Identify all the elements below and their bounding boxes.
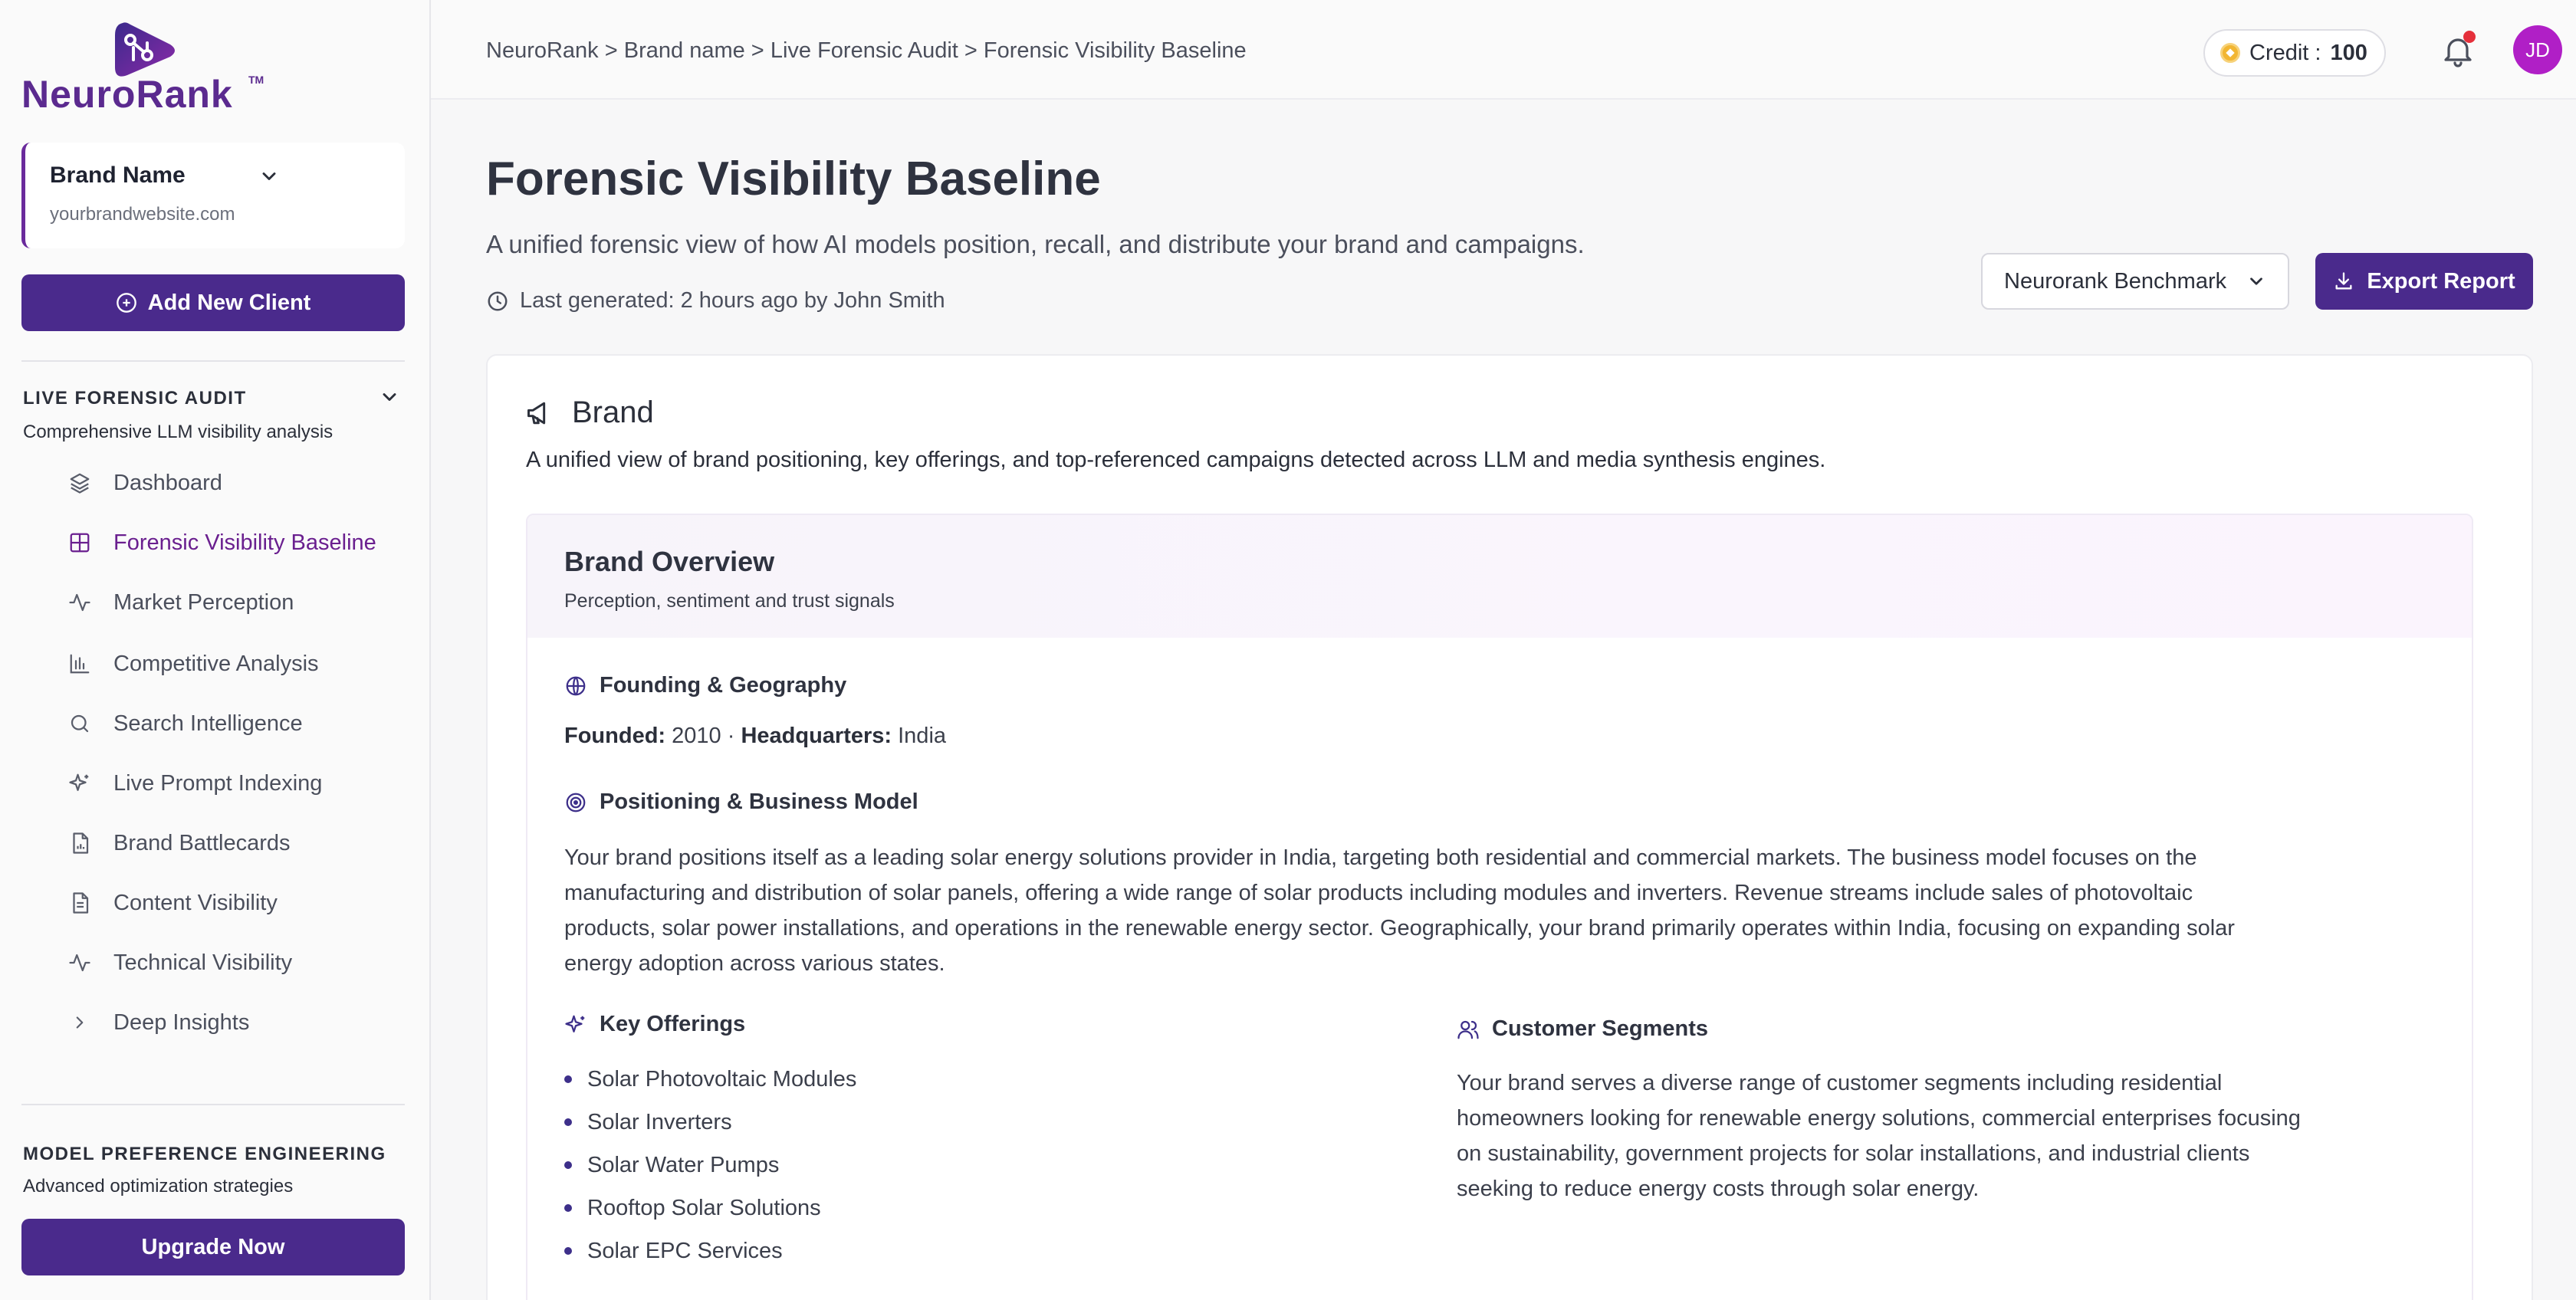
activity-icon xyxy=(67,950,92,975)
brand-overview-panel xyxy=(526,514,2473,1300)
file-text-icon xyxy=(67,891,92,915)
bullet xyxy=(564,1161,572,1169)
sparkle-icon xyxy=(564,1013,587,1036)
list-item xyxy=(564,1144,856,1187)
chevron-right-icon xyxy=(67,1010,92,1035)
founded-label: Founded: xyxy=(564,724,666,748)
bullet xyxy=(564,1075,572,1083)
layers-icon xyxy=(67,471,92,495)
sidebar-item-label: Search Intelligence xyxy=(113,711,303,736)
section-title-model-preference-engineering: MODEL PREFERENCE ENGINEERING xyxy=(23,1144,386,1164)
sidebar-item-competitive-analysis[interactable] xyxy=(67,645,319,682)
headquarters-label: Headquarters: xyxy=(741,724,892,748)
logo-text: NeuroRank xyxy=(21,73,233,116)
export-report-label: Export Report xyxy=(2367,268,2515,294)
bar-chart-icon xyxy=(67,652,92,676)
notification-dot xyxy=(2463,31,2476,43)
offering-label: Solar EPC Services xyxy=(587,1238,783,1263)
key-offerings-label: Key Offerings xyxy=(600,1012,746,1036)
offering-label: Solar Water Pumps xyxy=(587,1152,780,1177)
founded-value: 2010 · xyxy=(672,724,735,748)
last-generated xyxy=(486,288,945,314)
sidebar-item-label: Live Prompt Indexing xyxy=(113,770,323,796)
chevron-down-icon[interactable] xyxy=(258,166,280,187)
sidebar-item-deep-insights[interactable] xyxy=(67,1004,249,1041)
download-icon xyxy=(2333,271,2354,292)
main-content xyxy=(431,0,2576,1300)
sidebar-item-dashboard[interactable] xyxy=(67,465,222,501)
sidebar-item-search-intelligence[interactable] xyxy=(67,705,303,742)
sidebar-item-label: Technical Visibility xyxy=(113,950,293,975)
sidebar-item-label: Market Perception xyxy=(113,589,294,615)
offering-label: Rooftop Solar Solutions xyxy=(587,1195,821,1220)
brand-name: Brand Name xyxy=(50,162,186,188)
founding-geography-heading xyxy=(564,673,846,698)
credit-value: 100 xyxy=(2330,40,2367,65)
sidebar-item-label: Forensic Visibility Baseline xyxy=(113,530,376,555)
activity-icon xyxy=(67,590,92,615)
sidebar-item-forensic-visibility-baseline[interactable] xyxy=(67,524,376,561)
upgrade-now-button[interactable]: Upgrade Now xyxy=(21,1219,405,1275)
positioning-heading xyxy=(564,790,918,815)
sidebar-item-market-perception[interactable] xyxy=(67,584,294,621)
sidebar-item-technical-visibility[interactable] xyxy=(67,944,292,981)
chevron-down-icon[interactable] xyxy=(379,386,400,408)
sidebar xyxy=(0,0,431,1300)
chevron-down-icon xyxy=(2246,271,2266,291)
sidebar-item-label: Dashboard xyxy=(113,470,222,495)
clock-icon xyxy=(486,290,509,313)
brand-overview-subtitle: Perception, sentiment and trust signals xyxy=(564,590,895,612)
founded-info xyxy=(564,724,946,749)
last-generated-text: Last generated: 2 hours ago by John Smith xyxy=(520,288,945,313)
brand-website: yourbrandwebsite.com xyxy=(50,204,235,225)
sidebar-divider xyxy=(21,1104,405,1105)
positioning-text: Your brand positions itself as a leading solar energy solutions provider in India, targeting both residential and commercial markets. The business model focuses on the manufacturing and distribution of solar panels, offering a wide range of solar products including modules and inverters. Revenue streams include sales of photovoltaic products, solar power installations, and operations in the renewable energy sector. Geographically, your brand primarily operates within India, focusing on expanding solar energy adoption across various states. xyxy=(564,845,2235,976)
credit-label: Credit : xyxy=(2249,40,2321,65)
benchmark-select[interactable] xyxy=(1981,253,2289,310)
export-report-button[interactable] xyxy=(2315,253,2533,310)
breadcrumb-separator: > xyxy=(958,38,984,63)
brand-card-subtitle: A unified view of brand positioning, key offerings, and top-referenced campaigns detected across LLM and media synthesis engines. xyxy=(526,448,1826,472)
megaphone-icon xyxy=(524,396,558,430)
key-offerings-list xyxy=(564,1058,856,1272)
customer-segments-text: Your brand serves a diverse range of customer segments including residential homeowners looking for renewable energy solutions, commercial enterprises focusing on sustainability, government projects for solar installations, and industrial clients seeking to reduce energy costs through solar energy. xyxy=(1457,1071,2301,1201)
offering-label: Solar Photovoltaic Modules xyxy=(587,1066,857,1092)
brand-overview-title: Brand Overview xyxy=(564,546,775,577)
section-subtitle: Advanced optimization strategies xyxy=(23,1176,294,1197)
breadcrumb-item[interactable]: Brand name xyxy=(623,38,745,63)
page-subtitle: A unified forensic view of how AI models position, recall, and distribute your brand and campaigns. xyxy=(486,230,1585,258)
brand-overview-header xyxy=(527,515,2473,638)
sidebar-item-label: Competitive Analysis xyxy=(113,651,319,676)
sidebar-item-label: Content Visibility xyxy=(113,890,278,915)
offering-label: Solar Inverters xyxy=(587,1109,732,1134)
sidebar-item-content-visibility[interactable] xyxy=(67,885,278,921)
page-title: Forensic Visibility Baseline xyxy=(486,153,1101,205)
breadcrumb-item[interactable]: NeuroRank xyxy=(486,38,599,63)
brand-card-header xyxy=(524,396,654,430)
add-new-client-button[interactable] xyxy=(21,274,405,331)
users-icon xyxy=(1457,1018,1480,1041)
benchmark-select-value: Neurorank Benchmark xyxy=(2004,268,2227,294)
founding-geography-label: Founding & Geography xyxy=(600,673,847,698)
customer-segments-label: Customer Segments xyxy=(1492,1016,1709,1041)
coin-icon xyxy=(2220,43,2240,63)
breadcrumb-separator: > xyxy=(744,38,770,63)
grid-icon xyxy=(67,530,92,555)
search-icon xyxy=(67,711,92,736)
breadcrumb-item[interactable]: Live Forensic Audit xyxy=(770,38,958,63)
breadcrumb-separator: > xyxy=(598,38,624,63)
plus-circle-icon xyxy=(116,292,137,314)
section-title-live-forensic-audit[interactable]: LIVE FORENSIC AUDIT xyxy=(23,388,247,409)
top-bar xyxy=(431,0,2576,100)
headquarters-value: India xyxy=(898,724,947,748)
logo[interactable] xyxy=(21,17,267,116)
customer-segments-heading xyxy=(1457,1016,1708,1042)
list-item xyxy=(564,1187,856,1229)
key-offerings-heading xyxy=(564,1012,745,1037)
list-item xyxy=(564,1229,856,1272)
sparkle-icon xyxy=(67,771,92,796)
sidebar-divider xyxy=(21,360,405,362)
brand-card-title: Brand xyxy=(572,396,654,429)
sidebar-item-label: Brand Battlecards xyxy=(113,830,291,855)
bullet xyxy=(564,1204,572,1212)
list-item xyxy=(564,1058,856,1101)
brand-switcher[interactable] xyxy=(21,143,405,248)
section-subtitle: Comprehensive LLM visibility analysis xyxy=(23,422,334,442)
logo-trademark: TM xyxy=(248,74,264,86)
list-item xyxy=(564,1101,856,1144)
bullet xyxy=(564,1118,572,1126)
sidebar-item-brand-battlecards[interactable] xyxy=(67,825,291,862)
sidebar-item-live-prompt-indexing[interactable] xyxy=(67,765,322,802)
sidebar-item-label: Deep Insights xyxy=(113,1009,250,1035)
avatar[interactable]: JD xyxy=(2513,25,2562,74)
breadcrumb xyxy=(486,38,1247,64)
positioning-label: Positioning & Business Model xyxy=(600,790,918,814)
breadcrumb-item-current: Forensic Visibility Baseline xyxy=(983,38,1247,63)
brand-card xyxy=(486,354,2533,1300)
bullet xyxy=(564,1247,572,1255)
target-icon xyxy=(564,791,587,814)
add-new-client-label: Add New Client xyxy=(147,290,311,315)
credit-badge[interactable] xyxy=(2203,29,2386,77)
globe-icon xyxy=(564,675,587,698)
file-chart-icon xyxy=(67,831,92,855)
